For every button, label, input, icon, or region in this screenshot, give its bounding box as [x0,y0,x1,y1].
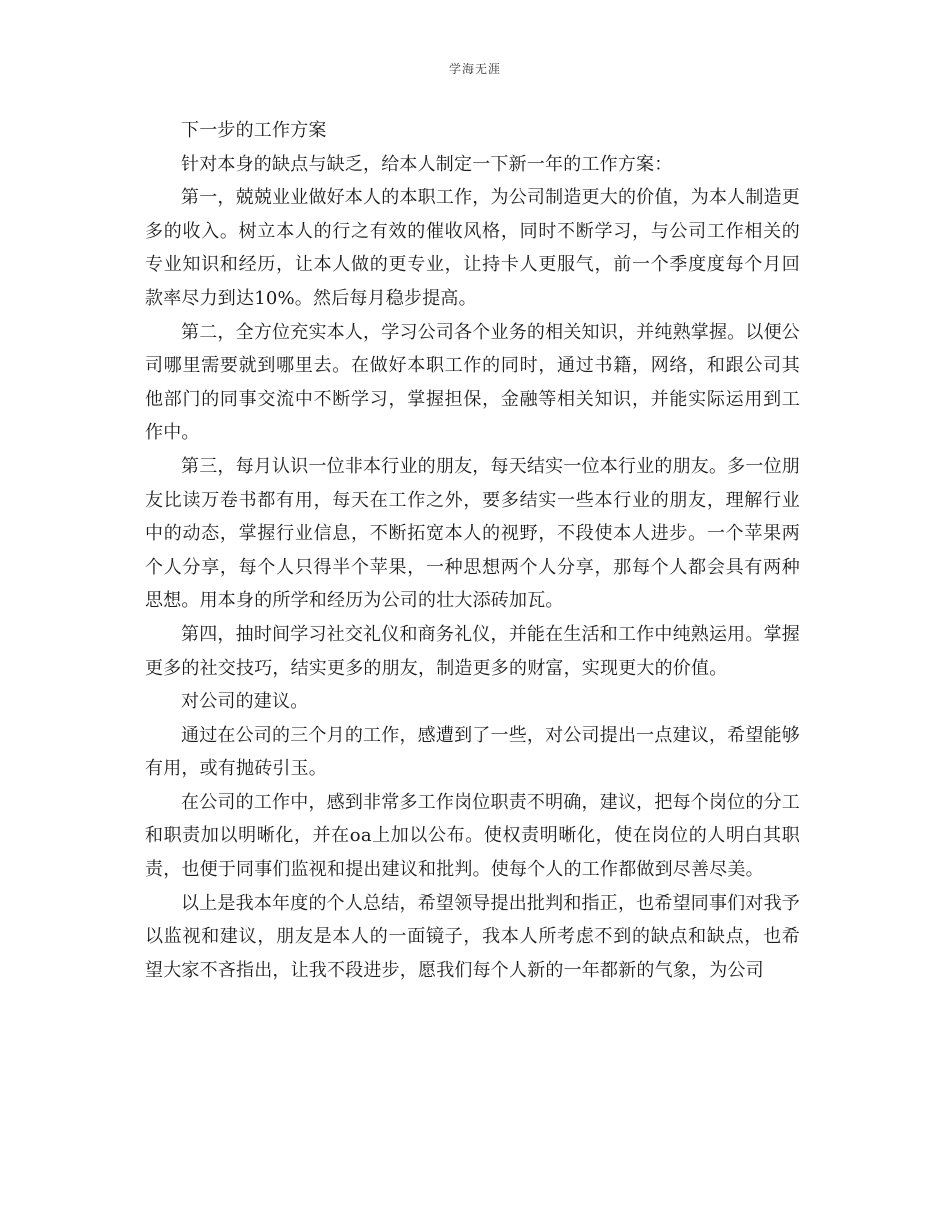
paragraph-plan-second: 第二，全方位充实本人，学习公司各个业务的相关知识，并纯熟掌握。以便公司哪里需要就到哪里去。在做好本职工作的同时，通过书籍，网络，和跟公司其他部门的同事交流中不断学习，掌握担保，金融等相关知识，并能实际运用到工作中。 [145,321,800,444]
paragraph-suggestion-detail: 在公司的工作中，感到非常多工作岗位职责不明确，建议，把每个岗位的分工和职责加以明晰化，并在oa上加以公布。使权责明晰化，使在岗位的人明白其职责，也便于同事们监视和提出建议和批判。使每个人的工作都做到尽善尽美。 [145,791,800,881]
section-heading-next-plan: 下一步的工作方案 [181,120,327,141]
section-heading-suggestions: 对公司的建议。 [181,691,309,713]
paragraph-plan-third: 第三，每月认识一位非本行业的朋友，每天结实一位本行业的朋友。多一位朋友比读万卷书都有用，每天在工作之外，要多结实一些本行业的朋友，理解行业中的动态，掌握行业信息，不断拓宽本人的视野，不段使本人进步。一个苹果两个人分享，每个人只得半个苹果，一种思想两个人分享，那每个人都会具有两种思想。用本身的所学和经历为公司的壮大添砖加瓦。 [145,455,800,612]
document-body [145,114,800,987]
paragraph-plan-first: 第一，兢兢业业做好本人的本职工作，为公司制造更大的价值，为本人制造更多的收入。树立本人的行之有效的催收风格，同时不断学习，与公司工作相关的专业知识和经历，让本人做的更专业，让持卡人更服气，前一个季度度每个月回款率尽力到达10%。然后每月稳步提高。 [145,187,800,309]
paragraph-suggestion-intro: 通过在公司的三个月的工作，感遭到了一些，对公司提出一点建议，希望能够有用，或有抛砖引玉。 [145,724,800,780]
paragraph-plan-fourth: 第四，抽时间学习社交礼仪和商务礼仪，并能在生活和工作中纯熟运用。掌握更多的社交技巧，结实更多的朋友，制造更多的财富，实现更大的价值。 [145,623,800,679]
page-header: 学海无涯 [448,62,501,76]
paragraph-plan-intro: 针对本身的缺点与缺乏，给本人制定一下新一年的工作方案： [181,153,673,175]
paragraph-conclusion: 以上是我本年度的个人总结，希望领导提出批判和指正，也希望同事们对我予以监视和建议，朋友是本人的一面镜子，我本人所考虑不到的缺点和缺点，也希望大家不吝指出，让我不段进步，愿我们每个人新的一年都新的气象，为公司 [145,892,800,981]
